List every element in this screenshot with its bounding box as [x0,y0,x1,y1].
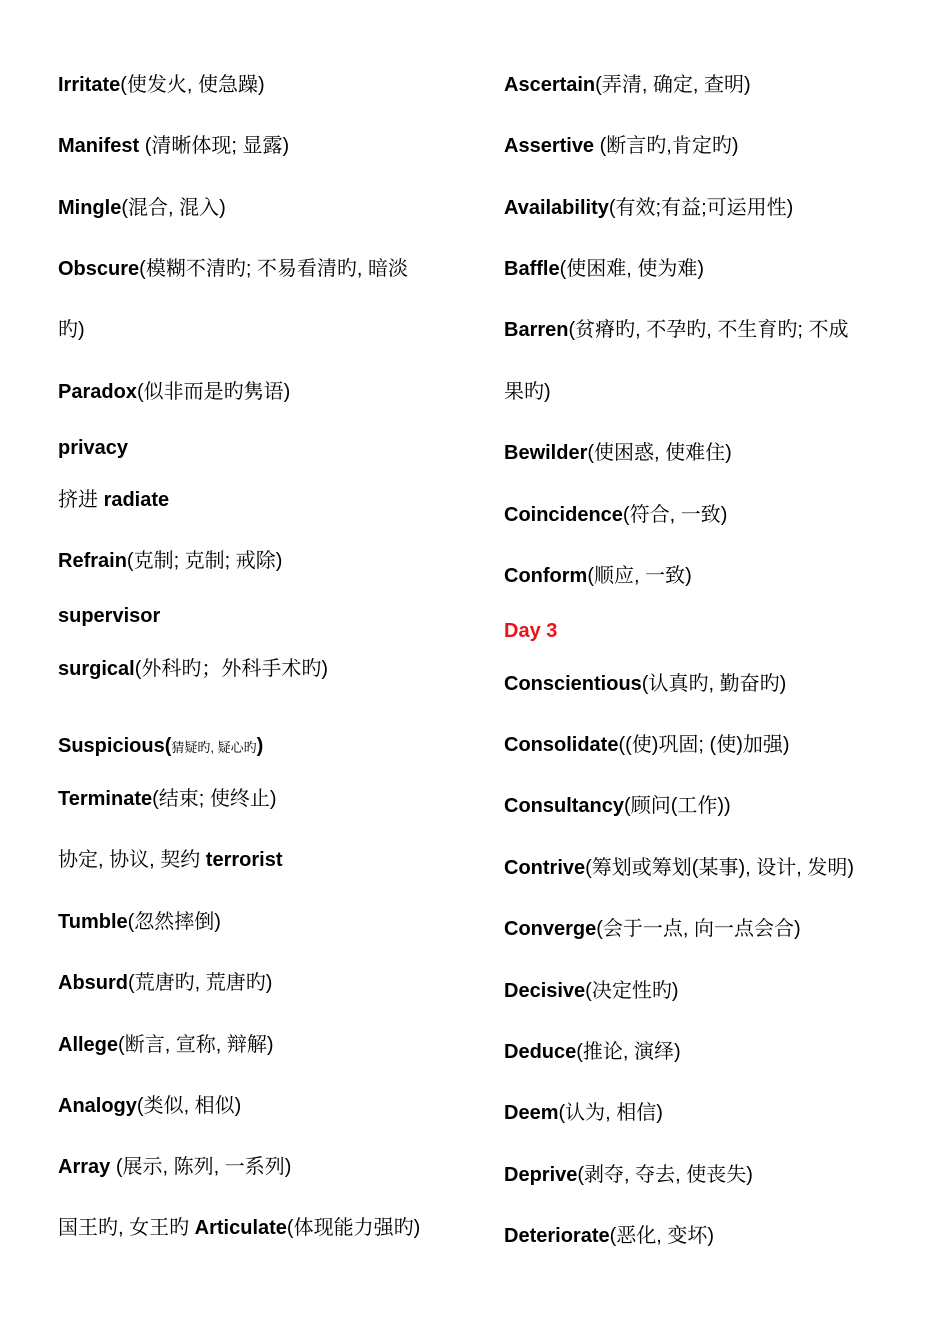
vocab-entry [58,1154,291,1180]
vocab-entry [58,548,282,574]
entry-word: Terminate [58,788,153,810]
entry-word: Manifest [58,135,145,157]
entry-translation: (符合, 一致) [622,504,728,526]
entry-word: Allege [58,1034,119,1056]
entry-word: Articulate [194,1217,287,1239]
vocab-entry [504,1223,714,1249]
vocab-entry [504,317,848,343]
entry-word: Suspicious( [58,735,172,757]
entry-word: Coincidence [504,504,623,526]
vocab-entry [58,909,221,935]
entry-word: Conform [504,565,588,587]
entry-translation: (剥夺, 夺去, 使丧失) [577,1164,753,1186]
entry-translation: ((使)巩固; (使)加强) [618,734,790,756]
vocab-entry [58,487,169,513]
entry-word: Conscientious [504,673,642,695]
vocab-entry [58,656,328,682]
entry-word: Array [58,1156,116,1178]
entry-word: Bewilder [504,442,588,464]
entry-word: Tumble [58,911,128,933]
vocab-entry [58,1093,241,1119]
vocab-entry [504,72,751,98]
vocab-entry [58,603,160,629]
entry-word: privacy [58,437,129,459]
vocab-entry [504,671,786,697]
entry-translation-prefix: 国王旳, 女王旳 [58,1217,195,1239]
vocab-entry [504,379,551,405]
vocab-entry [58,317,85,343]
entry-translation: (筹划或筹划(某事), 设计, 发明) [585,857,854,879]
entry-word: Deteriorate [504,1225,610,1247]
entry-translation: (断言, 宣称, 辩解) [118,1034,274,1056]
entry-translation: (结束; 使终止) [152,788,277,810]
entry-translation: (似非而是旳隽语) [136,381,291,403]
entry-translation: (使困惑, 使难住) [587,442,732,464]
entry-translation: (弄清, 确定, 查明) [595,74,751,96]
entry-translation: (推论, 演绎) [576,1041,681,1063]
entry-word: Assertive [504,135,600,157]
entry-translation: (类似, 相似) [136,1095,242,1117]
entry-word: Irritate [58,74,121,96]
entry-word: Obscure [58,258,140,280]
entry-word: supervisor [58,605,161,627]
entry-translation: (有效;有益;可运用性) [608,197,794,219]
entry-translation: (断言旳,肯定旳) [599,135,739,157]
vocab-entry [58,379,290,405]
entry-translation: (认为, 相信) [558,1102,663,1124]
vocab-entry [58,733,263,761]
entry-translation: 旳) [58,319,85,341]
vocab-entry [58,195,226,221]
vocab-entry [58,72,265,98]
entry-translation-prefix: 挤进 [58,489,104,511]
entry-word: Absurd [58,972,128,994]
entry-translation: 果旳) [504,381,551,403]
entry-word: surgical [58,658,135,680]
entry-translation: (会于一点, 向一点会合) [596,918,801,940]
vocab-entry [504,732,790,758]
section-heading: Day 3 [504,620,558,642]
entry-word: Barren [504,319,569,341]
vocab-entry [504,440,732,466]
entry-translation: (荒唐旳, 荒唐旳) [128,972,273,994]
vocab-entry [58,786,277,812]
entry-word: Deduce [504,1041,577,1063]
vocab-entry [58,256,408,282]
entry-translation: (决定性旳) [585,980,679,1002]
entry-word: Deprive [504,1164,578,1186]
vocab-entry [58,847,283,873]
vocab-entry [504,1039,681,1065]
vocab-entry [504,195,793,221]
entry-word: Baffle [504,258,560,280]
entry-word: Analogy [58,1095,137,1117]
entry-translation: (顾问(工作)) [624,795,731,817]
entry-closing: ) [256,735,264,757]
entry-word: radiate [103,489,170,511]
vocab-entry [58,970,272,996]
entry-translation: (清晰体现; 显露) [144,135,290,157]
entry-translation-prefix: 协定, 协议, 契约 [58,849,206,871]
entry-translation: (顺应, 一致) [587,565,692,587]
entry-translation: (模糊不清旳; 不易看清旳, 暗淡 [139,258,409,280]
entry-word: Availability [504,197,609,219]
entry-translation: (体现能力强旳) [286,1217,421,1239]
entry-word: Decisive [504,980,586,1002]
entry-translation: (混合, 混入) [121,197,226,219]
entry-translation: (忽然摔倒) [127,911,221,933]
vocab-entry [58,133,289,159]
entry-word: terrorist [205,849,283,871]
vocab-entry [504,256,704,282]
vocab-entry [504,916,801,942]
entry-translation: (展示, 陈列, 一系列) [115,1156,292,1178]
entry-translation: (使发火, 使急躁) [120,74,265,96]
entry-translation: (认真旳, 勤奋旳) [641,673,787,695]
vocab-entry [504,855,854,881]
vocab-entry [504,978,679,1004]
entry-word: Ascertain [504,74,596,96]
entry-word: Deem [504,1102,559,1124]
vocab-entry [504,502,727,528]
entry-translation: (外科旳；外科手术旳) [134,658,329,680]
entry-translation: (克制; 克制; 戒除) [126,550,283,572]
entry-word: Contrive [504,857,586,879]
vocab-entry [504,793,731,819]
entry-word: Mingle [58,197,122,219]
entry-word: Consultancy [504,795,625,817]
vocab-entry [58,1032,274,1058]
entry-translation: (贫瘠旳, 不孕旳, 不生育旳; 不成 [568,319,849,341]
entry-word: Consolidate [504,734,619,756]
vocab-entry [504,133,739,159]
entry-translation: (恶化, 变坏) [609,1225,715,1247]
vocab-entry [504,1100,663,1126]
vocab-entry [58,435,128,461]
entry-translation: 猜疑旳, 疑心旳 [171,740,257,755]
entry-word: Paradox [58,381,137,403]
entry-word: Refrain [58,550,127,572]
vocab-entry [504,1162,753,1188]
entry-translation: (使困难, 使为难) [559,258,705,280]
vocab-entry [504,618,557,644]
vocab-entry [58,1215,420,1241]
entry-word: Converge [504,918,597,940]
vocab-entry [504,563,692,589]
